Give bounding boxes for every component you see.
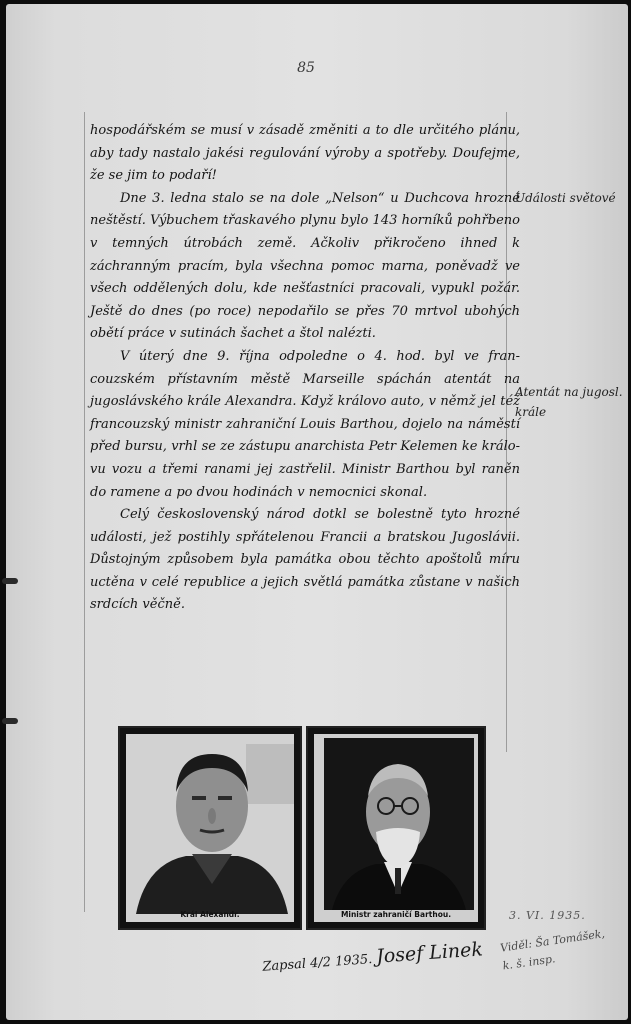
signature-date: Zapsal 4/2 1935. [261, 952, 373, 975]
photo-minister-barthou [306, 726, 486, 930]
binder-ring-top [2, 578, 18, 584]
paragraph-nelson-mine: Dne 3. ledna stalo se na dole „Nelson“ u Duchcova hrozné neštěstí. Výbuchem třaskavého plynu bylo 143 horníků pohřbeno v temných útrobách země. Ačkoliv přikročeno ihned k záchranným pracím, byla všechna pomoc marna, poněvadž ve všech oddělených dolu, kde nešťastníci pracovali, vypukl požár. Ještě do dnes (po roce) nepodařilo se přes 70 mrtvol ubohých obětí práce v sutinách šachet a štol nalézti. [90, 190, 520, 342]
review-signature: Viděl: Ša Tomášek, k. š. insp. [499, 927, 606, 973]
author-signature [262, 938, 484, 975]
photo-king-alexander [118, 726, 302, 930]
paragraph-mourning: Celý československý národ dotkl se bolestně tyto hrozné události, jež postihly spřátelenou Francii a bratskou Jugoslávii. Důstojným způsobem byla památka obou těchto apoštolů míru uctěna v celé republice a jejich světlá památka zůstane v našich srdcích věčně. [90, 507, 520, 613]
portrait-king-icon [126, 734, 294, 922]
photo-caption-minister: Ministr zahraničí Barthou. [340, 910, 452, 919]
chronicle-text [90, 120, 520, 617]
photo-caption-king: Král Alexandr. [180, 910, 240, 919]
signature-name: Josef Linek [375, 938, 484, 968]
review-date: 3. VI. 1935. [509, 909, 586, 922]
paragraph-economy: hospodářském se musí v zásadě změniti a to dle určitého plánu, aby tady nastalo jakési regulování výroby a spotřeby. Doufejme, že se jim to podaří! [90, 123, 520, 184]
paragraph-assassination: V úterý dne 9. října odpoledne o 4. hod. byl ve francouzském přístavním městě Marseille spáchán atentát na jugoslávského krále Alexandra. Když královo auto, v němž jel též francouzský ministr zahraniční Louis Barthou, dojelo na náměstí před bursu, vrhl se ze zástupu anarchista Petr Kelemen ke královu vozu a třemi ranami jej zastřelil. Ministr Barthou byl raněn do ramene a po dvou hodinách v nemocnici skonal. [90, 348, 520, 500]
margin-note-world-events: Události světové [515, 191, 616, 205]
left-margin-rule [84, 112, 85, 912]
portrait-minister-icon [314, 734, 478, 922]
binder-ring-bottom [2, 718, 18, 724]
page-number: 85 [297, 60, 315, 76]
notebook-page [6, 4, 628, 1020]
margin-note-assassination: Atentát na jugosl. krále [515, 385, 623, 419]
